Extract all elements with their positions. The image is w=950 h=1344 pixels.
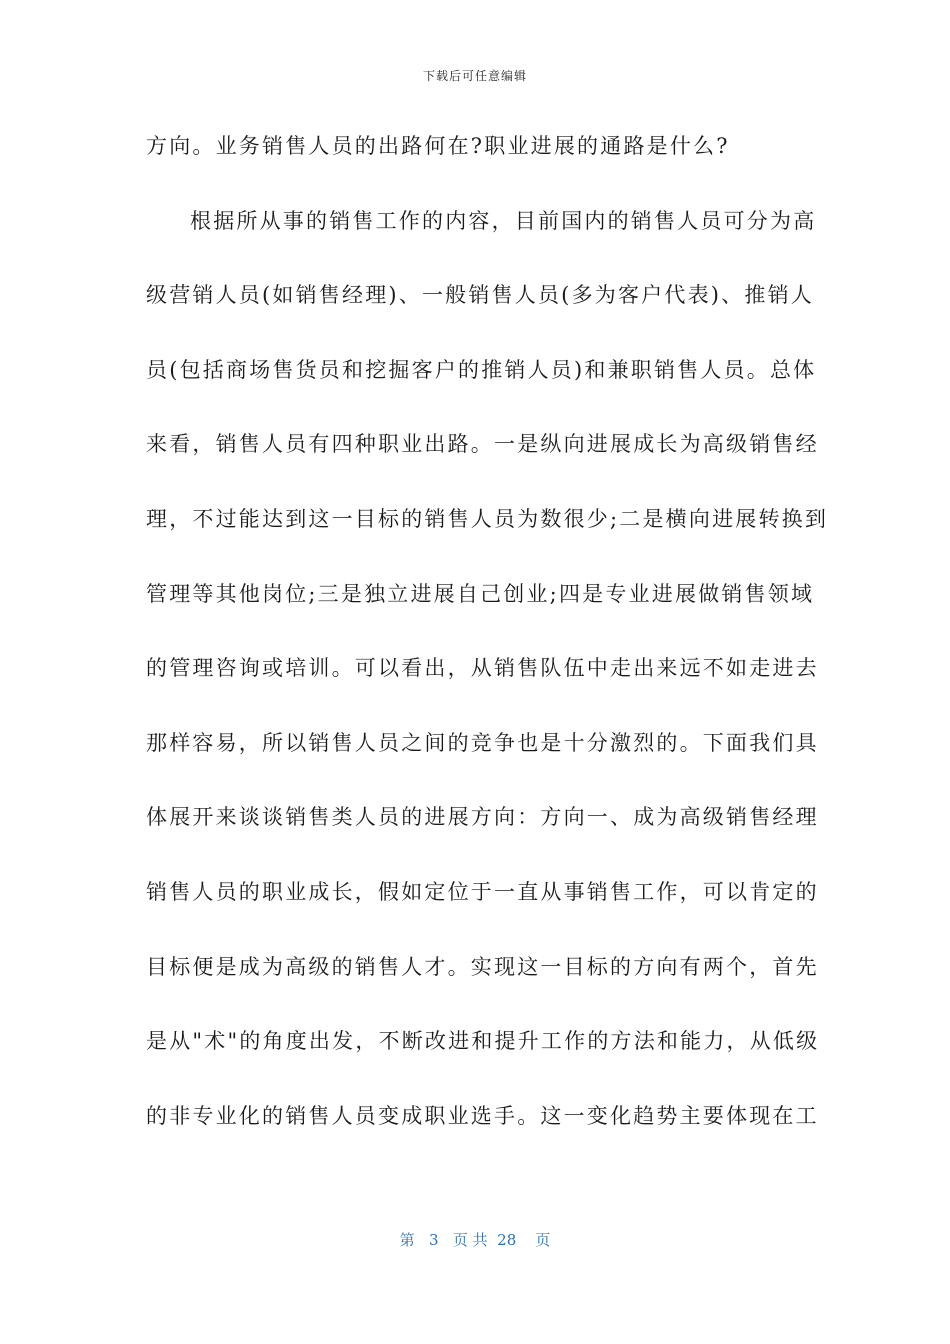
footer-suffix: 页: [535, 1231, 551, 1249]
total-page-count: 28: [497, 1231, 517, 1249]
text-line: 那样容易，所以销售人员之间的竞争也是十分激烈的。下面我们具: [146, 730, 819, 755]
current-page-number: 3: [428, 1231, 439, 1249]
document-body: [146, 124, 829, 1168]
text-line: 管理等其他岗位;三是独立进展自己创业;四是专业进展做销售领域: [146, 581, 815, 606]
text-line: 来看，销售人员有四种职业出路。一是纵向进展成长为高级销售经: [146, 432, 819, 457]
page-footer: [0, 1229, 950, 1250]
paragraph-start-line: 根据所从事的销售工作的内容，目前国内的销售人员可分为高: [190, 208, 817, 233]
footer-middle: 页 共: [452, 1231, 488, 1249]
text-line: 方向。业务销售人员的出路何在?职业进展的通路是什么?: [146, 134, 730, 158]
text-line: 理，不过能达到这一目标的销售人员为数很少;二是横向进展转换到: [146, 506, 829, 531]
text-line: 级营销人员(如销售经理)、一般销售人员(多为客户代表)、推销人: [146, 283, 814, 308]
page-header: 下载后可任意编辑: [422, 69, 527, 83]
text-line: 的非专业化的销售人员变成职业选手。这一变化趋势主要体现在工: [146, 1103, 819, 1128]
text-line: 的管理咨询或培训。可以看出，从销售队伍中走出来远不如走进去: [146, 656, 819, 681]
text-line: 体展开来谈谈销售类人员的进展方向：方向一、成为高级销售经理: [146, 805, 819, 830]
text-line: 目标便是成为高级的销售人才。实现这一目标的方向有两个，首先: [146, 954, 819, 979]
text-line: 员(包括商场售货员和挖掘客户的推销人员)和兼职销售人员。总体: [146, 357, 817, 382]
footer-prefix: 第: [399, 1231, 415, 1249]
text-line: 是从"术"的角度出发，不断改进和提升工作的方法和能力，从低级: [146, 1029, 820, 1054]
text-line: 销售人员的职业成长，假如定位于一直从事销售工作，可以肯定的: [146, 879, 819, 904]
